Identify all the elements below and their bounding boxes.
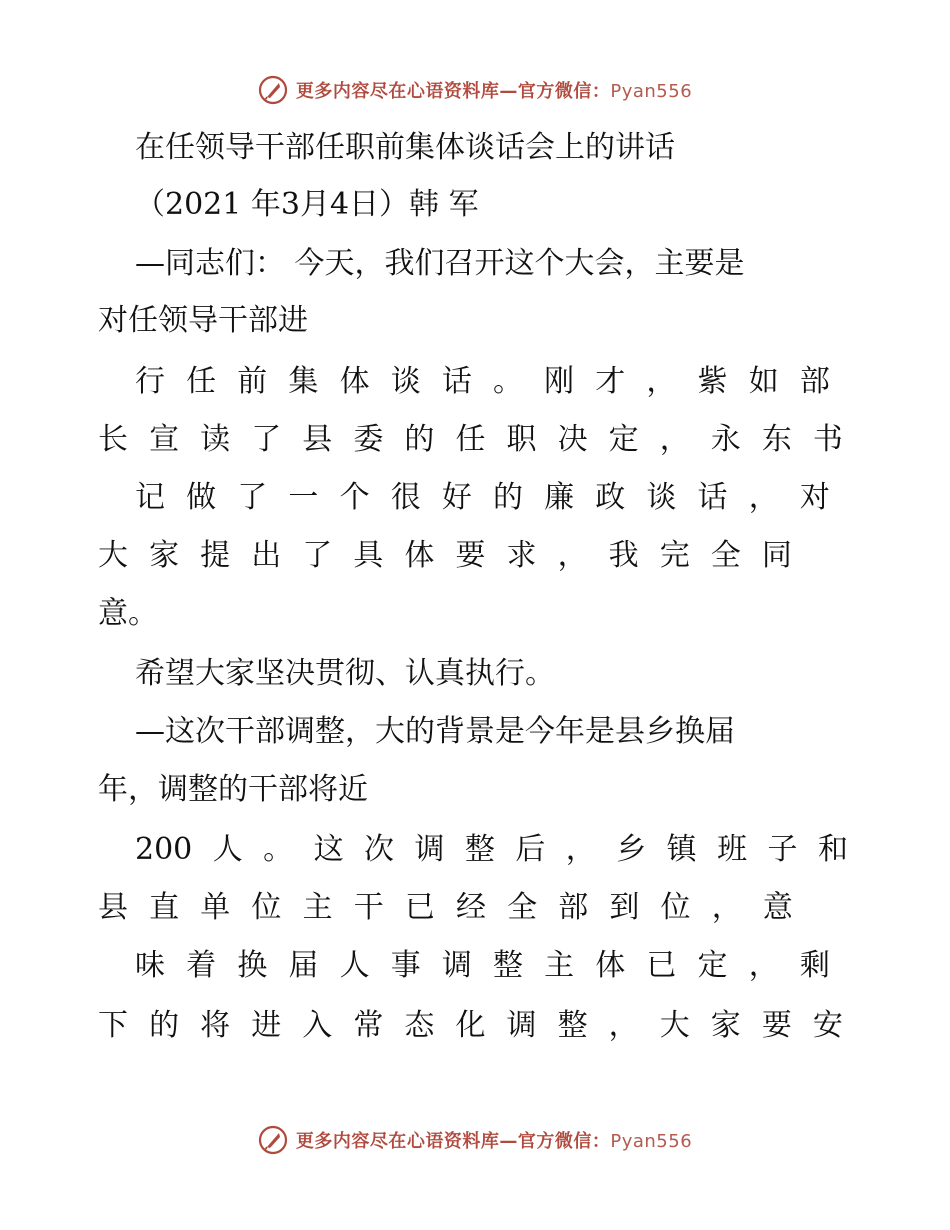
glyph: ， [565, 832, 596, 867]
glyph: 镇 [666, 832, 697, 867]
glyph: 部 [799, 364, 830, 399]
glyph: 刚 [544, 364, 575, 399]
paragraph-1-line-1: —同志们： 今天，我们召开这个大会，主要是 [135, 246, 745, 281]
header-watermark [0, 70, 950, 110]
glyph: 东 [761, 422, 792, 457]
glyph: 任 [455, 422, 486, 457]
glyph: 完 [659, 538, 690, 573]
glyph: 人 [339, 948, 370, 983]
glyph: 200 [135, 832, 193, 867]
glyph: 很 [390, 480, 421, 515]
glyph: 行 [135, 364, 165, 399]
glyph: 次 [364, 832, 395, 867]
glyph: 到 [609, 890, 640, 925]
glyph: 安 [812, 1008, 843, 1043]
paragraph-1-line-2: 对任领导干部进 [98, 303, 308, 338]
glyph: 如 [748, 364, 779, 399]
glyph: 体 [595, 948, 626, 983]
glyph: 整 [557, 1008, 588, 1043]
watermark-cn-text: 更多内容尽在心语资料库—官方微信： [295, 81, 611, 102]
glyph: 我 [608, 538, 639, 573]
glyph: 前 [237, 364, 268, 399]
glyph: 经 [455, 890, 486, 925]
glyph: 整 [464, 832, 495, 867]
glyph: 大 [659, 1008, 690, 1043]
glyph: ， [557, 538, 588, 573]
glyph: 集 [288, 364, 319, 399]
glyph: 永 [710, 422, 741, 457]
glyph: 剩 [799, 948, 830, 983]
glyph: 同 [761, 538, 792, 573]
quill-logo-icon [258, 75, 288, 105]
glyph: 要 [455, 538, 486, 573]
glyph: 入 [302, 1008, 333, 1043]
glyph: 县 [98, 890, 128, 925]
quill-logo-icon [258, 1125, 288, 1155]
glyph: 委 [353, 422, 384, 457]
glyph: 记 [135, 480, 165, 515]
glyph: 部 [558, 890, 589, 925]
glyph: 宣 [149, 422, 180, 457]
glyph: 谈 [390, 364, 421, 399]
glyph: 调 [506, 1008, 537, 1043]
watermark-wechat-id: Pyan556 [610, 1131, 693, 1152]
glyph: 已 [404, 890, 435, 925]
date-author-line: （2021 年3月4日）韩 军 [135, 187, 479, 222]
glyph: 全 [710, 538, 741, 573]
glyph: 下 [98, 1008, 128, 1043]
glyph: 读 [200, 422, 231, 457]
glyph: 的 [492, 480, 523, 515]
paragraph-4-line-2: 年，调整的干部将近 [98, 772, 368, 807]
glyph: 班 [717, 832, 748, 867]
glyph: 书 [812, 422, 843, 457]
document-title: 在任领导干部任职前集体谈话会上的讲话 [135, 130, 675, 165]
glyph: 主 [302, 890, 333, 925]
glyph: 了 [302, 538, 333, 573]
glyph: 整 [492, 948, 523, 983]
glyph: 体 [339, 364, 370, 399]
glyph: 干 [353, 890, 384, 925]
watermark-wechat-id: Pyan556 [610, 81, 693, 102]
paragraph-2-line-5: 意。 [98, 596, 158, 631]
glyph: 和 [817, 832, 848, 867]
glyph: 才 [595, 364, 626, 399]
glyph: 提 [200, 538, 231, 573]
glyph: 家 [710, 1008, 741, 1043]
glyph: 位 [251, 890, 282, 925]
paragraph-5-line-3 [135, 946, 830, 986]
glyph: 的 [149, 1008, 180, 1043]
glyph: 已 [646, 948, 677, 983]
glyph: 态 [404, 1008, 435, 1043]
glyph: 定 [697, 948, 728, 983]
paragraph-2-line-1 [135, 362, 830, 402]
paragraph-5-line-1 [135, 830, 848, 870]
glyph: 味 [135, 948, 165, 983]
glyph: 将 [200, 1008, 231, 1043]
glyph: 这 [313, 832, 344, 867]
glyph: ， [646, 364, 677, 399]
glyph: 调 [414, 832, 445, 867]
glyph: 单 [200, 890, 231, 925]
glyph: 紫 [697, 364, 728, 399]
glyph: 着 [186, 948, 217, 983]
glyph: 廉 [544, 480, 575, 515]
glyph: 定 [608, 422, 639, 457]
glyph: 调 [441, 948, 472, 983]
glyph: 事 [390, 948, 421, 983]
watermark-text [296, 77, 692, 103]
glyph: 。 [263, 832, 294, 867]
glyph: 要 [761, 1008, 792, 1043]
watermark-cn-text: 更多内容尽在心语资料库—官方微信： [295, 1131, 611, 1152]
paragraph-4-line-1: —这次干部调整，大的背景是今年是县乡换届 [135, 714, 735, 749]
glyph: 。 [492, 364, 523, 399]
glyph: 子 [767, 832, 798, 867]
glyph: 好 [441, 480, 472, 515]
glyph: 一 [288, 480, 319, 515]
glyph: 政 [595, 480, 626, 515]
glyph: ， [748, 948, 779, 983]
glyph: 后 [515, 832, 546, 867]
glyph: 具 [353, 538, 384, 573]
paragraph-2-line-2 [98, 420, 843, 460]
glyph: 话 [697, 480, 728, 515]
glyph: 个 [339, 480, 370, 515]
paragraph-5-line-4 [98, 1006, 843, 1046]
glyph: 化 [455, 1008, 486, 1043]
watermark-text [296, 1127, 692, 1153]
glyph: 换 [237, 948, 268, 983]
paragraph-5-line-2 [98, 888, 793, 928]
glyph: 乡 [616, 832, 647, 867]
glyph: 意 [762, 890, 793, 925]
glyph: 对 [799, 480, 830, 515]
glyph: 长 [98, 422, 128, 457]
glyph: 进 [251, 1008, 282, 1043]
glyph: 话 [441, 364, 472, 399]
glyph: 了 [237, 480, 268, 515]
glyph: 届 [288, 948, 319, 983]
glyph: 的 [404, 422, 435, 457]
glyph: 人 [212, 832, 243, 867]
glyph: ， [711, 890, 742, 925]
glyph: 直 [149, 890, 180, 925]
glyph: ， [748, 480, 779, 515]
glyph: 位 [660, 890, 691, 925]
paragraph-3-line-1: 希望大家坚决贯彻、认真执行。 [135, 656, 555, 691]
glyph: 求 [506, 538, 537, 573]
glyph: 谈 [646, 480, 677, 515]
glyph: 职 [506, 422, 537, 457]
glyph: ， [608, 1008, 639, 1043]
paragraph-2-line-3 [135, 478, 830, 518]
glyph: 任 [186, 364, 217, 399]
paragraph-2-line-4 [98, 536, 792, 576]
glyph: 县 [302, 422, 333, 457]
glyph: 体 [404, 538, 435, 573]
footer-watermark [0, 1120, 950, 1160]
glyph: 全 [507, 890, 538, 925]
glyph: 大 [98, 538, 128, 573]
glyph: 家 [149, 538, 180, 573]
glyph: 出 [251, 538, 282, 573]
glyph: 常 [353, 1008, 384, 1043]
glyph: 决 [557, 422, 588, 457]
glyph: 主 [544, 948, 575, 983]
glyph: 了 [251, 422, 282, 457]
glyph: 做 [186, 480, 217, 515]
glyph: ， [659, 422, 690, 457]
